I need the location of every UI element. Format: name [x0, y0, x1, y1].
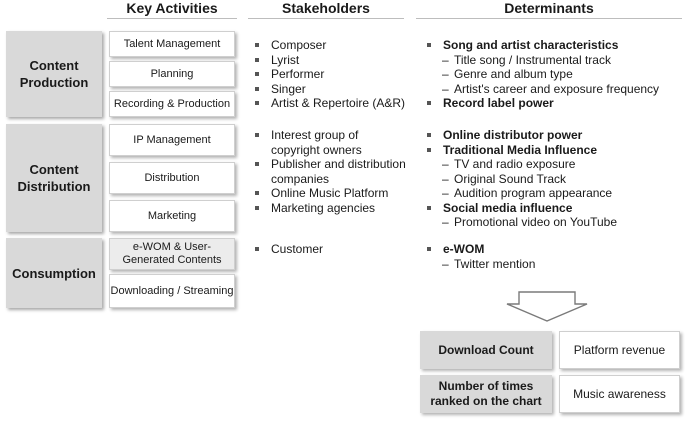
stakeholders-production — [251, 38, 411, 111]
stage-content-production — [6, 31, 102, 117]
activity-downloading-streaming: Downloading / Streaming — [109, 274, 235, 308]
header-determinants: Determinants — [416, 0, 682, 19]
stakeholders-distribution — [251, 128, 406, 215]
list-item: Interest group of copyright owners — [251, 128, 406, 157]
list-item: – Audition program appearance — [423, 186, 685, 201]
determinants-distribution — [423, 128, 685, 230]
stage-content-distribution — [6, 124, 102, 232]
list-item: – Promotional video on YouTube — [423, 215, 685, 230]
list-item: Marketing agencies — [251, 201, 406, 216]
list-item: Composer — [251, 38, 411, 53]
stage-label: Consumption — [12, 265, 96, 281]
list-item: Performer — [251, 67, 411, 82]
result-label: Number of times ranked on the chart — [430, 379, 542, 408]
result-download-count: Download Count — [420, 331, 552, 369]
down-arrow-icon — [505, 291, 589, 323]
list-item: – Artist's career and exposure frequency — [423, 82, 685, 97]
list-item: Customer — [251, 242, 406, 257]
list-item: Publisher and distribution companies — [251, 157, 406, 186]
header-key-activities: Key Activities — [107, 0, 237, 19]
list-item: – Twitter mention — [423, 257, 685, 272]
stage-label: Content Distribution — [17, 162, 91, 194]
list-item: Record label power — [423, 96, 685, 111]
list-item: Traditional Media Influence — [423, 143, 685, 158]
header-stakeholders: Stakeholders — [248, 0, 404, 19]
list-item: – Genre and album type — [423, 67, 685, 82]
stage-consumption — [6, 238, 102, 308]
list-item: – TV and radio exposure — [423, 157, 685, 172]
list-item: Lyrist — [251, 53, 411, 68]
result-platform-revenue: Platform revenue — [559, 331, 680, 369]
list-item: – Title song / Instrumental track — [423, 53, 685, 68]
activity-recording-production: Recording & Production — [109, 91, 235, 117]
activity-planning: Planning — [109, 61, 235, 87]
list-item: Song and artist characteristics — [423, 38, 685, 53]
determinants-consumption — [423, 242, 685, 271]
activity-marketing: Marketing — [109, 200, 235, 232]
list-item: Social media influence — [423, 201, 685, 216]
result-music-awareness: Music awareness — [559, 375, 680, 413]
activity-ewom-ugc: e-WOM & User-Generated Contents — [109, 238, 235, 270]
list-item: e-WOM — [423, 242, 685, 257]
list-item: – Original Sound Track — [423, 172, 685, 187]
activity-distribution: Distribution — [109, 162, 235, 194]
activity-ip-management: IP Management — [109, 124, 235, 156]
result-times-ranked — [420, 375, 552, 413]
determinants-production — [423, 38, 685, 111]
stage-label: Content Production — [19, 58, 89, 90]
activity-talent-management: Talent Management — [109, 31, 235, 57]
list-item: Artist & Repertoire (A&R) — [251, 96, 411, 111]
list-item: Online distributor power — [423, 128, 685, 143]
list-item: Singer — [251, 82, 411, 97]
stakeholders-consumption — [251, 242, 406, 257]
list-item: Online Music Platform — [251, 186, 406, 201]
